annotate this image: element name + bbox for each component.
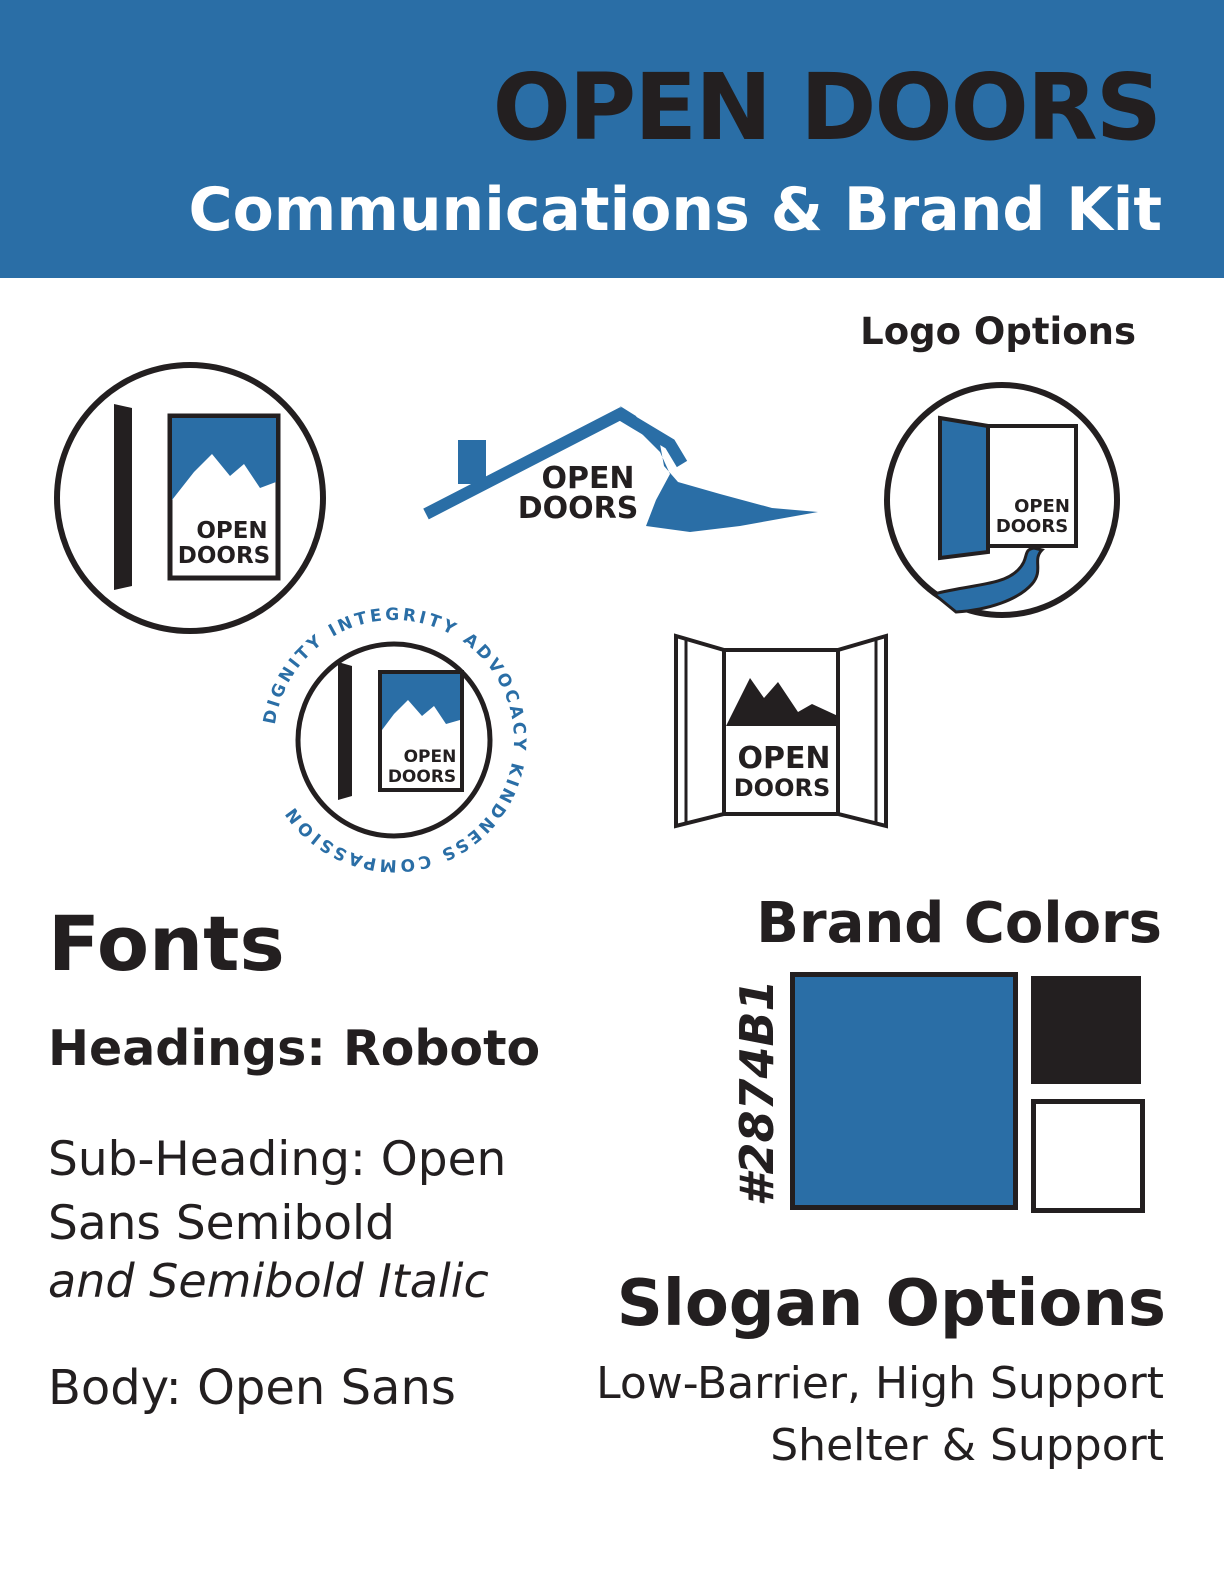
logo-text-doors: DOORS — [995, 516, 1069, 537]
logo-double-doors — [672, 632, 892, 832]
swatch-white — [1031, 1099, 1145, 1213]
badge-ring-text: DIGNITY INTEGRITY ADVOCACY KINDNESS COMPASSION — [259, 604, 530, 876]
logo-text-doors: DOORS — [733, 774, 831, 802]
logo-values-badge — [254, 600, 534, 880]
fonts-heading: Fonts — [48, 899, 285, 988]
swatch-primary-blue — [790, 972, 1018, 1210]
primary-color-hex: #2874B1 — [730, 979, 784, 1207]
logo-text-doors: DOORS — [177, 543, 271, 569]
logo-text-open: OPEN — [403, 747, 457, 767]
font-subheading-spec: Sub-Heading: Open Sans Semibold — [48, 1132, 507, 1251]
slogan-item: Shelter & Support — [770, 1420, 1164, 1471]
logo-circle-door — [52, 360, 328, 636]
logo-text-open: OPEN — [196, 518, 268, 544]
font-headings-spec: Headings: Roboto — [48, 1020, 541, 1077]
header-banner — [0, 0, 1224, 278]
logo-text-open: OPEN — [541, 461, 635, 496]
slogan-options-heading: Slogan Options — [616, 1267, 1166, 1341]
logo-text-doors: DOORS — [517, 491, 639, 526]
logo-text-open: OPEN — [1014, 496, 1070, 517]
page-subtitle: Communications & Brand Kit — [188, 175, 1162, 245]
font-subheading-italic-spec: and Semibold Italic — [48, 1254, 489, 1308]
logo-text-open: OPEN — [737, 741, 831, 776]
swatch-dark — [1031, 976, 1141, 1084]
brand-colors-heading: Brand Colors — [756, 891, 1162, 956]
font-body-spec: Body: Open Sans — [48, 1360, 456, 1416]
logo-text-doors: DOORS — [387, 767, 457, 787]
page-title: OPEN DOORS — [492, 54, 1160, 161]
slogan-item: Low-Barrier, High Support — [596, 1358, 1164, 1409]
logo-roof-mountain — [420, 404, 820, 536]
logo-circle-door-river — [882, 380, 1122, 620]
logo-options-heading: Logo Options — [860, 310, 1136, 353]
